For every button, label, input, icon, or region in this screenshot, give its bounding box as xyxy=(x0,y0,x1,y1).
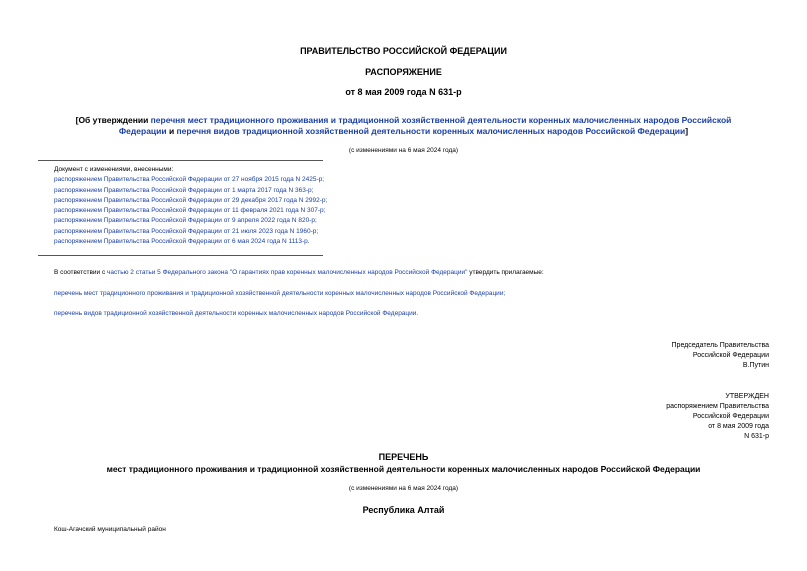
district-name: Кош-Агачский муниципальный район xyxy=(54,526,166,533)
amendments-list xyxy=(54,165,327,247)
approval-country: Российской Федерации xyxy=(692,413,769,420)
amendment-link[interactable]: распоряжением Правительства Российской Федерации от 27 ноября 2015 года N 2425-р; xyxy=(54,176,325,184)
list-subheading: мест традиционного проживания и традиционной хозяйственной деятельности коренных малочисленных народов Российской Федерации xyxy=(106,464,701,474)
region-heading: Республика Алтай xyxy=(362,505,445,515)
signature-position: Председатель Правительства xyxy=(671,342,769,349)
document-type: РАСПОРЯЖЕНИЕ xyxy=(365,67,442,77)
title-link-activities-list[interactable]: перечня видов традиционной хозяйственной деятельности коренных малочисленных народов Российской Федерации xyxy=(176,126,686,136)
intro-suffix: утвердить прилагаемые: xyxy=(467,269,544,276)
government-heading: ПРАВИТЕЛЬСТВО РОССИЙСКОЙ ФЕДЕРАЦИИ xyxy=(300,46,507,56)
intro-paragraph xyxy=(54,269,544,276)
title-open-bracket: [ xyxy=(75,115,79,125)
signature-name: В.Путин xyxy=(742,362,769,369)
document-title xyxy=(0,115,807,137)
title-conjunction: и xyxy=(166,126,177,136)
approval-by: распоряжением Правительства xyxy=(666,403,769,410)
places-list-link[interactable]: перечень мест традиционного проживания и традиционной хозяйственной деятельности коренных малочисленных народов Российской Федерации; xyxy=(54,290,506,297)
amendments-top-divider xyxy=(38,160,323,161)
approval-label: УТВЕРЖДЕН xyxy=(725,393,769,400)
amendment-link[interactable]: распоряжением Правительства Российской Федерации от 9 апреля 2022 года N 820-р; xyxy=(54,217,317,225)
approval-block xyxy=(666,392,769,442)
changes-note: (с изменениями на 6 мая 2024 года) xyxy=(348,147,459,154)
amendments-bottom-divider xyxy=(38,255,323,256)
amendment-link[interactable]: распоряжением Правительства Российской Федерации от 29 декабря 2017 года N 2992-р; xyxy=(54,196,328,204)
document-date-number: от 8 мая 2009 года N 631-р xyxy=(345,87,462,97)
amendment-link[interactable]: распоряжением Правительства Российской Федерации от 21 июля 2023 года N 1960-р; xyxy=(54,227,319,235)
amendment-link[interactable]: распоряжением Правительства Российской Федерации от 11 февраля 2021 года N 307-р; xyxy=(54,207,326,215)
list-changes-note: (с изменениями на 6 мая 2024 года) xyxy=(348,485,459,492)
list-heading: ПЕРЕЧЕНЬ xyxy=(378,452,429,462)
title-prefix: Об утверждении xyxy=(78,115,151,125)
amendment-link[interactable]: распоряжением Правительства Российской Федерации от 6 мая 2024 года N 1113-р. xyxy=(54,238,310,246)
approval-date: от 8 мая 2009 года xyxy=(708,423,769,430)
amendments-heading: Документ с изменениями, внесенными: xyxy=(54,166,174,173)
signature-block xyxy=(672,341,769,371)
activities-list-link[interactable]: перечень видов традиционной хозяйственной деятельности коренных малочисленных народов Российской Федерации. xyxy=(54,310,419,317)
approval-number: N 631-р xyxy=(744,433,769,440)
federal-law-link[interactable]: частью 2 статьи 5 Федерального закона "О гарантиях прав коренных малочисленных народов Российской Федерации" xyxy=(107,269,468,276)
title-close-bracket: ] xyxy=(685,126,689,136)
intro-prefix: В соответствии с xyxy=(54,269,108,276)
amendment-link[interactable]: распоряжением Правительства Российской Федерации от 1 марта 2017 года N 363-р; xyxy=(54,186,314,194)
title-link-places-list[interactable]: перечня мест традиционного проживания и традиционной хозяйственной деятельности коренных малочисленных народов Российской Федерации xyxy=(118,115,732,136)
signature-country: Российской Федерации xyxy=(692,352,769,359)
